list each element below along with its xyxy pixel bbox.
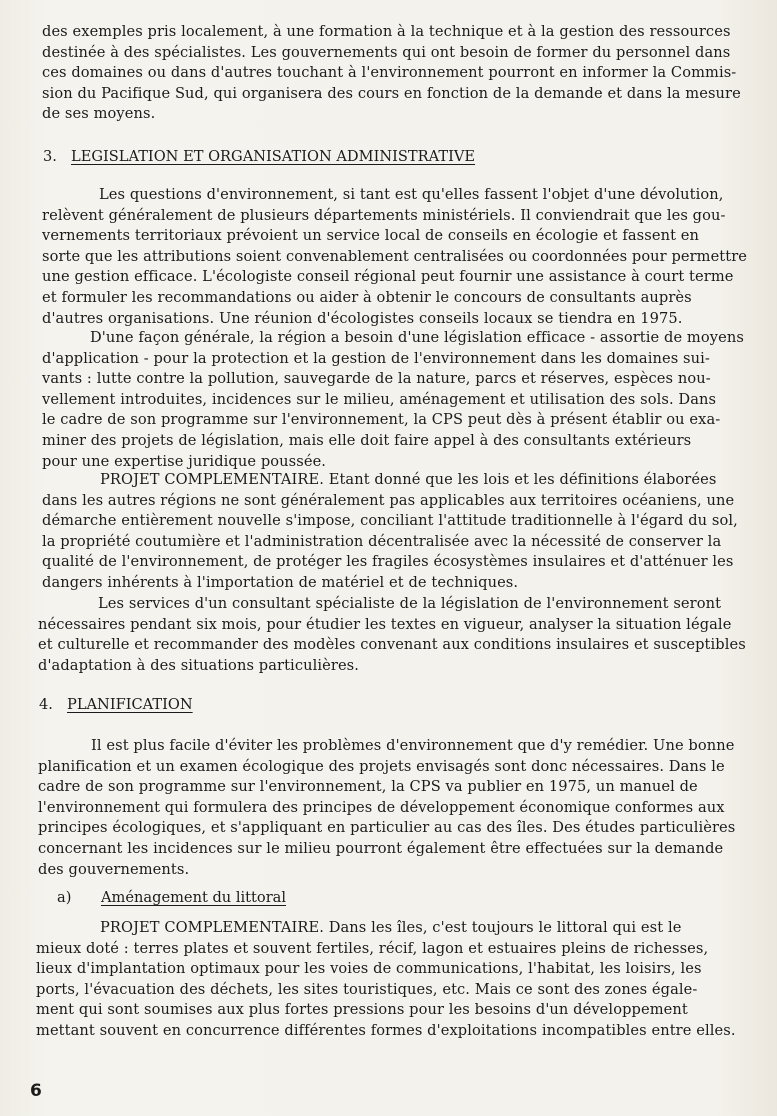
paragraph-line: d'autres organisations. Une réunion d'écologistes conseils locaux se tiendra en 1975. [42, 309, 683, 327]
paragraph-line: le cadre de son programme sur l'environnement, la CPS peut dès à présent établir ou exa- [42, 411, 721, 429]
paragraph-line: une gestion efficace. L'écologiste conseil régional peut fournir une assistance à court terme [42, 268, 734, 286]
paragraph-line: des exemples pris localement, à une formation à la technique et à la gestion des ressources [42, 23, 731, 40]
page-number: 6 [30, 1081, 42, 1101]
paragraph-2 [42, 328, 760, 472]
section-3-heading [43, 147, 475, 167]
section-3-number: 3. [43, 148, 57, 165]
paragraph-line: dangers inhérents à l'importation de matériel et de techniques. [42, 573, 519, 591]
paragraph-1 [42, 185, 747, 329]
paragraph-line: vernements territoriaux prévoient un service local de conseils en écologie et fassent en [42, 227, 700, 245]
section-4-title: PLANIFICATION [67, 696, 193, 713]
paragraph-line: nécessaires pendant six mois, pour étudier les textes en vigueur, analyser la situation légale [38, 615, 732, 633]
paragraph-line: de ses moyens. [42, 105, 156, 123]
paragraph-line: pour une expertise juridique poussée. [42, 452, 327, 470]
paragraph-line: vellement introduites, incidences sur le milieu, aménagement et utilisation des sols. Dans [42, 390, 717, 408]
paragraph-line: mieux doté : terres plates et souvent fertiles, récif, lagon et estuaires pleins de richesses, [36, 939, 709, 957]
paragraph-line: principes écologiques, et s'appliquant en particulier au cas des îles. Des études particulières [38, 819, 736, 837]
paragraph-line: relèvent généralement de plusieurs départements ministériels. Il conviendrait que les gou- [42, 206, 726, 224]
paragraph-line: la propriété coutumière et l'administration décentralisée avec la nécessité de conserver la [42, 532, 722, 550]
paragraph-line: PROJET COMPLEMENTAIRE. Etant donné que les lois et les définitions élaborées [100, 471, 717, 488]
paragraph-line: ports, l'évacuation des déchets, les sites touristiques, etc. Mais ce sont des zones égale- [36, 980, 698, 998]
paragraph-0 [42, 22, 747, 125]
section-4-heading [39, 695, 193, 715]
subsection-a-title: Aménagement du littoral [101, 889, 287, 906]
paragraph-5 [38, 736, 772, 880]
paragraph-line: cadre de son programme sur l'environnement, la CPS va publier en 1975, un manuel de [38, 778, 698, 796]
paragraph-line: Les services d'un consultant spécialiste de la législation de l'environnement seront [98, 595, 722, 612]
paragraph-line: et formuler les recommandations ou aider à obtenir le concours de consultants auprès [42, 288, 692, 306]
paragraph-line: démarche entièrement nouvelle s'impose, conciliant l'attitude traditionnelle à l'égard du sol, [42, 512, 738, 530]
paragraph-line: mettant souvent en concurrence différentes formes d'exploitations incompatibles entre elles. [36, 1021, 736, 1039]
paragraph-line: des gouvernements. [38, 860, 190, 878]
paragraph-line: ces domaines ou dans d'autres touchant à l'environnement pourront en informer la Commis- [42, 64, 737, 82]
paragraph-line: lieux d'implantation optimaux pour les voies de communications, l'habitat, les loisirs, les [36, 960, 702, 978]
paragraph-line: destinée à des spécialistes. Les gouvernements qui ont besoin de former du personnel dans [42, 43, 731, 61]
subsection-a-number: a) [57, 889, 72, 906]
paragraph-line: D'une façon générale, la région a besoin d'une législation efficace - assortie de moyens [90, 329, 744, 346]
paragraph-line: concernant les incidences sur le milieu pourront également être effectuées sur la demande [38, 839, 724, 857]
paragraph-3 [42, 470, 767, 594]
paragraph-line: Il est plus facile d'éviter les problèmes d'environnement que d'y remédier. Une bonne [91, 737, 735, 754]
section-3-title: LEGISLATION ET ORGANISATION ADMINISTRATIVE [71, 148, 476, 165]
paragraph-line: d'adaptation à des situations particulières. [38, 656, 360, 674]
paragraph-line: vants : lutte contre la pollution, sauvegarde de la nature, parcs et réserves, espèces nou- [42, 370, 711, 388]
paragraph-line: miner des projets de législation, mais elle doit faire appel à des consultants extérieurs [42, 431, 692, 449]
paragraph-line: l'environnement qui formulera des principes de développement économique conformes aux [38, 798, 725, 816]
subsection-a-heading [57, 888, 286, 908]
paragraph-line: et culturelle et recommander des modèles convenant aux conditions insulaires et susceptibles [38, 636, 746, 654]
paragraph-line: d'application - pour la protection et la gestion de l'environnement dans les domaines sui- [42, 349, 710, 367]
paragraph-line: PROJET COMPLEMENTAIRE. Dans les îles, c'est toujours le littoral qui est le [100, 919, 682, 936]
paragraph-line: ment qui sont soumises aux plus fortes pressions pour les besoins d'un développement [36, 1001, 688, 1019]
paragraph-line: dans les autres régions ne sont généralement pas applicables aux territoires océaniens, une [42, 491, 735, 509]
paragraph-line: sorte que les attributions soient convenablement centralisées ou coordonnées pour permettre [42, 247, 748, 265]
section-4-number: 4. [39, 696, 53, 713]
paragraph-line: Les questions d'environnement, si tant est qu'elles fassent l'objet d'une dévolution, [99, 186, 724, 203]
paragraph-4 [38, 594, 760, 676]
paragraph-line: planification et un examen écologique des projets envisagés sont donc nécessaires. Dans le [38, 757, 725, 775]
paragraph-line: sion du Pacifique Sud, qui organisera des cours en fonction de la demande et dans la mesure [42, 84, 741, 102]
paragraph-6 [36, 918, 760, 1042]
paragraph-line: qualité de l'environnement, de protéger les fragiles écosystèmes insulaires et d'atténuer les [42, 553, 734, 571]
